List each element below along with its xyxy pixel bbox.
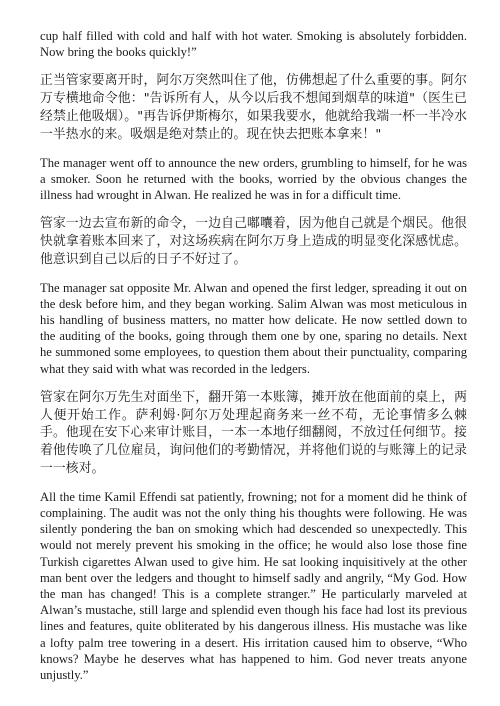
chinese-paragraph: 管家在阿尔万先生对面坐下，翻开第一本账簿，摊开放在他面前的桌上，两人便开始工作。萨利姆·阿尔万处理起商务来一丝不苟，无论事情多么棘手。他现在安下心来审计账目，一本一本地仔细翻阅，不放过任何细节。接着他传唤了几位雇员，询问他们的考勤情况，并将他们说的与账簿上的记录一一核对。 (40, 389, 467, 476)
english-paragraph: The manager sat opposite Mr. Alwan and opened the first ledger, spreading it out on the desk before him, and they began working. Salim Alwan was most meticulous in his handling of business matters, no matter how delicate. He now settled down to the auditing of the books, going through them one by one, sparing no details. Next he summoned some employees, to question them about their punctuality, comparing what they said with what was recorded in the ledgers. (40, 280, 467, 376)
document-page (40, 28, 467, 683)
english-paragraph: All the time Kamil Effendi sat patiently, frowning; not for a moment did he think of complaining. The audit was not the only thing his thoughts were following. He was silently pondering the ban on smoking which had descended so unexpectedly. This would not merely prevent his smoking in the office; he would also lose those fine Turkish cigarettes Alwan used to give him. He sat looking inquisitively at the other man bent over the ledgers and thought to himself sadly and angrily, “My God. How the man has changed! This is a complete stranger.” He particularly marveled at Alwan’s mustache, still large and splendid even though his face had lost its previous lines and features, quite obliterated by his dangerous illness. His mustache was like a lofty palm tree towering in a desert. His irritation caused him to observe, “Who knows? Maybe he deserves what has happened to him. God never treats anyone unjustly.” (40, 489, 467, 683)
english-paragraph: The manager went off to announce the new orders, grumbling to himself, for he was a smoker. Soon he returned with the books, worried by the obvious changes the illness had wrought in Alwan. He realized he was in for a difficult time. (40, 155, 467, 202)
chinese-paragraph: 管家一边去宣布新的命令，一边自己嘟囔着，因为他自己就是个烟民。他很快就拿着账本回来了，对这场疾病在阿尔万身上造成的明显变化深感忧虑。他意识到自己以后的日子不好过了。 (40, 216, 467, 267)
english-paragraph: cup half filled with cold and half with hot water. Smoking is absolutely forbidden. Now bring the books quickly!” (40, 29, 467, 60)
chinese-paragraph: 正当管家要离开时，阿尔万突然叫住了他，仿佛想起了什么重要的事。阿尔万专横地命令他："告诉所有人，从今以后我不想闻到烟草的味道"（医生已经禁止他吸烟）。"再告诉伊斯梅尔，如果我要水，他就给我端一杯一半冷水一半热水的来。吸烟是绝对禁止的。现在快去把账本拿来！" (40, 73, 467, 142)
